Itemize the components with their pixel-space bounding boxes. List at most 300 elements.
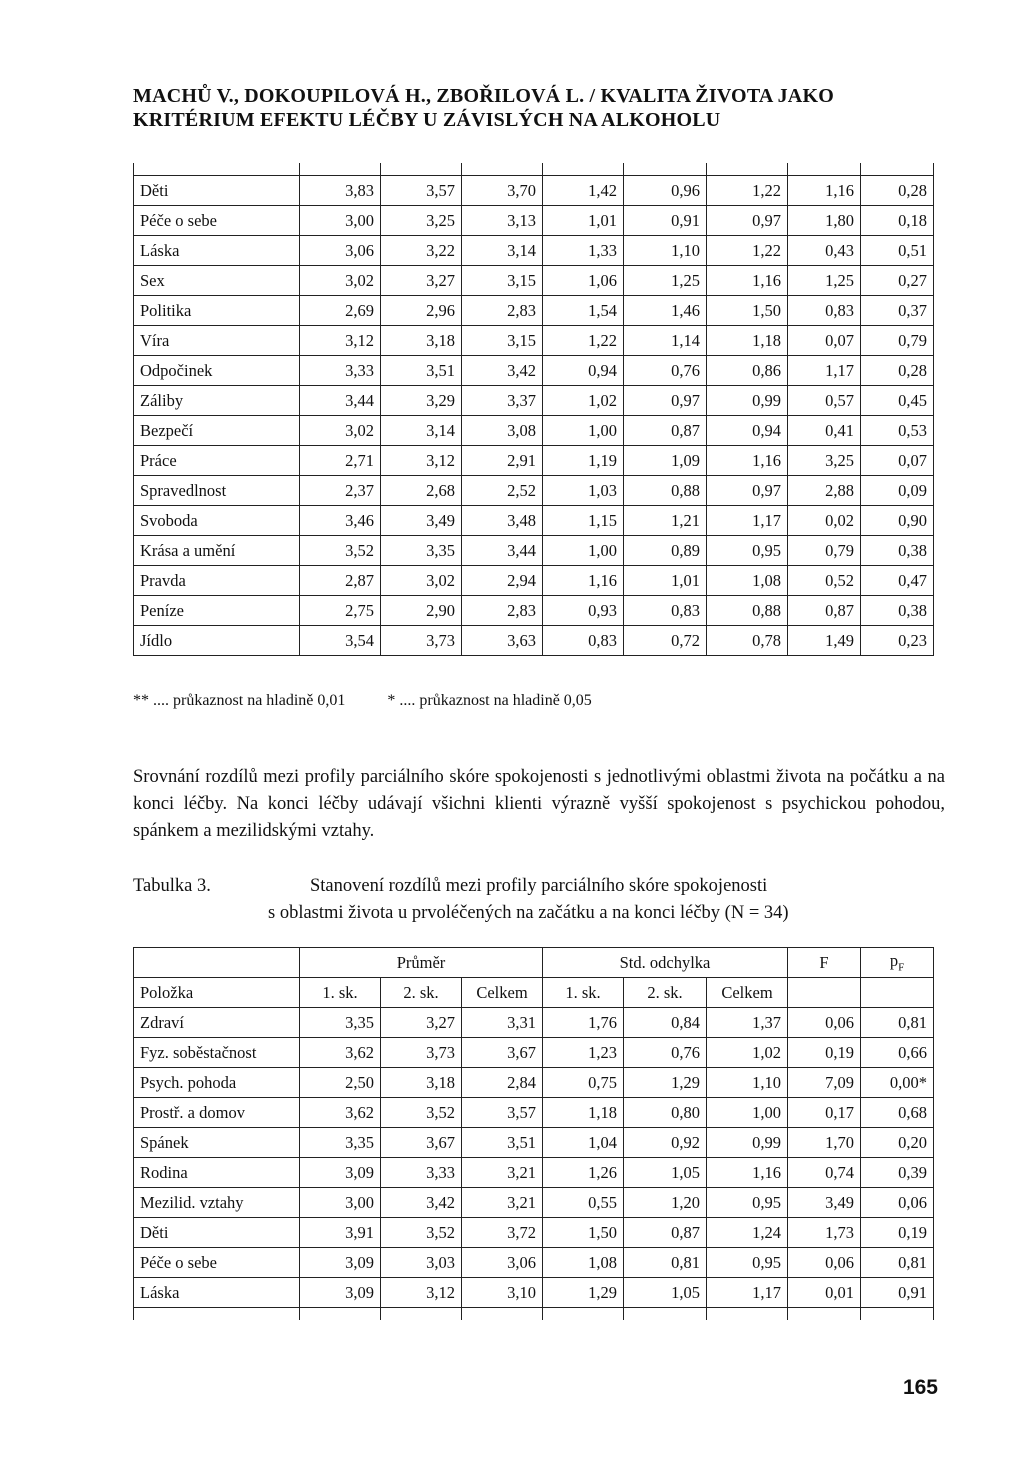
value-cell: 3,21 (462, 1158, 543, 1188)
row-label: Bezpečí (134, 416, 300, 446)
value-cell: 3,18 (381, 326, 462, 356)
table-row (134, 236, 934, 266)
stub-cell (788, 163, 861, 176)
value-cell: 3,52 (381, 1098, 462, 1128)
value-cell: 1,18 (707, 326, 788, 356)
note-001: ** .... průkaznost na hladině 0,01 (133, 692, 346, 709)
value-cell: 0,01 (788, 1278, 861, 1308)
value-cell: 0,91 (624, 206, 707, 236)
table-row (134, 1008, 934, 1038)
value-cell: 1,25 (624, 266, 707, 296)
value-cell: 3,06 (300, 236, 381, 266)
value-cell: 1,37 (707, 1008, 788, 1038)
value-cell: 2,50 (300, 1068, 381, 1098)
value-cell: 3,09 (300, 1248, 381, 1278)
header-pf-blank (861, 978, 934, 1008)
row-label: Spánek (134, 1128, 300, 1158)
value-cell: 3,42 (381, 1188, 462, 1218)
value-cell: 0,84 (624, 1008, 707, 1038)
value-cell: 0,87 (624, 1218, 707, 1248)
row-label: Jídlo (134, 626, 300, 656)
value-cell: 2,68 (381, 476, 462, 506)
value-cell: 0,23 (861, 626, 934, 656)
value-cell: 3,37 (462, 386, 543, 416)
value-cell: 0,95 (707, 1248, 788, 1278)
value-cell: 1,80 (788, 206, 861, 236)
value-cell: 0,89 (624, 536, 707, 566)
value-cell: 3,46 (300, 506, 381, 536)
value-cell: 0,20 (861, 1128, 934, 1158)
value-cell: 1,00 (543, 536, 624, 566)
value-cell: 0,39 (861, 1158, 934, 1188)
value-cell: 1,00 (707, 1098, 788, 1128)
value-cell: 1,06 (543, 266, 624, 296)
table-row (134, 536, 934, 566)
row-label: Pravda (134, 566, 300, 596)
header-f: F (788, 948, 861, 978)
stub-cell (707, 163, 788, 176)
table-caption-text (268, 873, 948, 927)
value-cell: 1,14 (624, 326, 707, 356)
empty-header-cell (134, 948, 300, 978)
value-cell: 0,97 (707, 476, 788, 506)
table-row (134, 356, 934, 386)
header-sd: Std. odchylka (543, 948, 788, 978)
value-cell: 3,08 (462, 416, 543, 446)
table-continued (133, 163, 934, 656)
value-cell: 3,21 (462, 1188, 543, 1218)
row-label: Víra (134, 326, 300, 356)
running-header (133, 84, 953, 132)
row-label: Zdraví (134, 1008, 300, 1038)
value-cell: 3,35 (300, 1008, 381, 1038)
row-label: Péče o sebe (134, 206, 300, 236)
value-cell: 0,88 (707, 596, 788, 626)
value-cell: 3,25 (788, 446, 861, 476)
stub-cell (624, 1308, 707, 1321)
value-cell: 3,67 (462, 1038, 543, 1068)
value-cell: 1,15 (543, 506, 624, 536)
value-cell: 3,67 (381, 1128, 462, 1158)
value-cell: 3,03 (381, 1248, 462, 1278)
value-cell: 1,02 (707, 1038, 788, 1068)
value-cell: 1,19 (543, 446, 624, 476)
value-cell: 2,69 (300, 296, 381, 326)
value-cell: 1,03 (543, 476, 624, 506)
body-paragraph: Srovnání rozdílů mezi profily parciálního skóre spokojenosti s jednotlivými oblastmi života na počátku a na konci léčby. Na konci léčby udávají všichni klienti výrazně vyšší spokojenost s psychickou pohodou, spánkem a mezilidskými vztahy. (133, 767, 945, 841)
value-cell: 0,90 (861, 506, 934, 536)
value-cell: 0,09 (861, 476, 934, 506)
header-g2-sd: 2. sk. (624, 978, 707, 1008)
value-cell: 3,49 (381, 506, 462, 536)
value-cell: 2,83 (462, 296, 543, 326)
value-cell: 3,57 (462, 1098, 543, 1128)
stub-cell (134, 163, 300, 176)
header-total-mean: Celkem (462, 978, 543, 1008)
row-label: Děti (134, 1218, 300, 1248)
value-cell: 3,48 (462, 506, 543, 536)
caption-line-1: Stanovení rozdílů mezi profily parciálního skóre spokojenosti (310, 876, 768, 896)
value-cell: 0,51 (861, 236, 934, 266)
value-cell: 0,07 (861, 446, 934, 476)
value-cell: 2,52 (462, 476, 543, 506)
value-cell: 1,08 (707, 566, 788, 596)
value-cell: 0,80 (624, 1098, 707, 1128)
significance-notes (133, 692, 630, 710)
row-label: Práce (134, 446, 300, 476)
row-label: Děti (134, 176, 300, 206)
value-cell: 1,05 (624, 1278, 707, 1308)
value-cell: 1,01 (543, 206, 624, 236)
value-cell: 1,23 (543, 1038, 624, 1068)
value-cell: 2,90 (381, 596, 462, 626)
value-cell: 1,10 (624, 236, 707, 266)
stub-cell (134, 1308, 300, 1321)
row-label: Politika (134, 296, 300, 326)
value-cell: 1,46 (624, 296, 707, 326)
value-cell: 0,81 (624, 1248, 707, 1278)
row-label: Spravedlnost (134, 476, 300, 506)
value-cell: 2,83 (462, 596, 543, 626)
value-cell: 1,16 (707, 266, 788, 296)
value-cell: 1,29 (543, 1278, 624, 1308)
value-cell: 1,22 (707, 176, 788, 206)
value-cell: 3,31 (462, 1008, 543, 1038)
value-cell: 3,62 (300, 1098, 381, 1128)
value-cell: 3,63 (462, 626, 543, 656)
value-cell: 0,19 (788, 1038, 861, 1068)
value-cell: 3,33 (381, 1158, 462, 1188)
value-cell: 3,52 (381, 1218, 462, 1248)
row-label: Svoboda (134, 506, 300, 536)
value-cell: 3,14 (381, 416, 462, 446)
table-bottom-stub (134, 1308, 934, 1321)
value-cell: 2,96 (381, 296, 462, 326)
value-cell: 3,73 (381, 1038, 462, 1068)
value-cell: 0,81 (861, 1008, 934, 1038)
value-cell: 0,95 (707, 536, 788, 566)
value-cell: 0,99 (707, 1128, 788, 1158)
table-row (134, 1098, 934, 1128)
value-cell: 0,83 (788, 296, 861, 326)
value-cell: 3,09 (300, 1158, 381, 1188)
value-cell: 1,29 (624, 1068, 707, 1098)
table-row (134, 566, 934, 596)
value-cell: 0,96 (624, 176, 707, 206)
value-cell: 0,92 (624, 1128, 707, 1158)
row-label: Peníze (134, 596, 300, 626)
value-cell: 3,72 (462, 1218, 543, 1248)
table-caption-label: Tabulka 3. (133, 876, 211, 896)
value-cell: 0,86 (707, 356, 788, 386)
value-cell: 0,28 (861, 356, 934, 386)
stub-cell (624, 163, 707, 176)
value-cell: 3,42 (462, 356, 543, 386)
table-top-stub (134, 163, 934, 176)
value-cell: 0,28 (861, 176, 934, 206)
value-cell: 1,00 (543, 416, 624, 446)
row-label: Prostř. a domov (134, 1098, 300, 1128)
value-cell: 1,16 (707, 1158, 788, 1188)
value-cell: 0,47 (861, 566, 934, 596)
value-cell: 3,73 (381, 626, 462, 656)
value-cell: 0,57 (788, 386, 861, 416)
value-cell: 0,02 (788, 506, 861, 536)
value-cell: 1,04 (543, 1128, 624, 1158)
value-cell: 3,57 (381, 176, 462, 206)
stub-cell (381, 1308, 462, 1321)
value-cell: 1,01 (624, 566, 707, 596)
row-label: Krása a umění (134, 536, 300, 566)
stub-cell (543, 163, 624, 176)
value-cell: 2,71 (300, 446, 381, 476)
row-label: Mezilid. vztahy (134, 1188, 300, 1218)
value-cell: 0,99 (707, 386, 788, 416)
stub-cell (462, 163, 543, 176)
header-mean: Průměr (300, 948, 543, 978)
value-cell: 3,14 (462, 236, 543, 266)
value-cell: 1,54 (543, 296, 624, 326)
value-cell: 0,78 (707, 626, 788, 656)
page-number: 165 (902, 1376, 938, 1399)
value-cell: 3,91 (300, 1218, 381, 1248)
value-cell: 0,38 (861, 536, 934, 566)
table-row (134, 446, 934, 476)
value-cell: 0,97 (707, 206, 788, 236)
value-cell: 0,93 (543, 596, 624, 626)
value-cell: 0,00* (861, 1068, 934, 1098)
group-header-row (134, 948, 934, 978)
value-cell: 3,52 (300, 536, 381, 566)
value-cell: 0,76 (624, 356, 707, 386)
value-cell: 1,70 (788, 1128, 861, 1158)
stub-cell (707, 1308, 788, 1321)
value-cell: 0,87 (624, 416, 707, 446)
value-cell: 0,06 (788, 1008, 861, 1038)
stub-cell (861, 163, 934, 176)
table-row (134, 386, 934, 416)
value-cell: 0,66 (861, 1038, 934, 1068)
value-cell: 3,00 (300, 206, 381, 236)
value-cell: 0,18 (861, 206, 934, 236)
table-row (134, 176, 934, 206)
sub-header-row (134, 978, 934, 1008)
row-label: Péče o sebe (134, 1248, 300, 1278)
stub-cell (543, 1308, 624, 1321)
value-cell: 0,52 (788, 566, 861, 596)
value-cell: 3,15 (462, 326, 543, 356)
value-cell: 3,00 (300, 1188, 381, 1218)
value-cell: 0,74 (788, 1158, 861, 1188)
value-cell: 0,19 (861, 1218, 934, 1248)
value-cell: 1,02 (543, 386, 624, 416)
value-cell: 3,25 (381, 206, 462, 236)
value-cell: 1,42 (543, 176, 624, 206)
table-row (134, 1188, 934, 1218)
value-cell: 3,09 (300, 1278, 381, 1308)
header-line-1: MACHŮ V., DOKOUPILOVÁ H., ZBOŘILOVÁ L. / KVALITA ŽIVOTA JAKO (133, 85, 834, 107)
value-cell: 0,79 (788, 536, 861, 566)
value-cell: 0,72 (624, 626, 707, 656)
table-row (134, 626, 934, 656)
value-cell: 0,55 (543, 1188, 624, 1218)
table-row (134, 206, 934, 236)
value-cell: 1,20 (624, 1188, 707, 1218)
value-cell: 3,15 (462, 266, 543, 296)
value-cell: 1,50 (707, 296, 788, 326)
value-cell: 3,83 (300, 176, 381, 206)
row-label: Láska (134, 236, 300, 266)
value-cell: 0,07 (788, 326, 861, 356)
value-cell: 0,41 (788, 416, 861, 446)
value-cell: 3,51 (381, 356, 462, 386)
value-cell: 0,79 (861, 326, 934, 356)
value-cell: 1,25 (788, 266, 861, 296)
value-cell: 3,70 (462, 176, 543, 206)
stub-cell (462, 1308, 543, 1321)
stub-cell (300, 163, 381, 176)
table-row (134, 1218, 934, 1248)
value-cell: 1,16 (707, 446, 788, 476)
table-row (134, 1068, 934, 1098)
value-cell: 3,27 (381, 1008, 462, 1038)
value-cell: 0,43 (788, 236, 861, 266)
value-cell: 0,83 (543, 626, 624, 656)
table-row (134, 506, 934, 536)
value-cell: 2,37 (300, 476, 381, 506)
value-cell: 3,29 (381, 386, 462, 416)
value-cell: 0,81 (861, 1248, 934, 1278)
value-cell: 3,12 (381, 446, 462, 476)
value-cell: 0,06 (861, 1188, 934, 1218)
value-cell: 3,06 (462, 1248, 543, 1278)
value-cell: 0,38 (861, 596, 934, 626)
row-label: Psych. pohoda (134, 1068, 300, 1098)
value-cell: 0,87 (788, 596, 861, 626)
header-g2-mean: 2. sk. (381, 978, 462, 1008)
table-row (134, 1278, 934, 1308)
value-cell: 3,44 (462, 536, 543, 566)
value-cell: 0,91 (861, 1278, 934, 1308)
caption-line-2: s oblastmi života u prvoléčených na začátku a na konci léčby (N = 34) (268, 903, 789, 923)
header-g1-sd: 1. sk. (543, 978, 624, 1008)
table-row (134, 1128, 934, 1158)
value-cell: 3,35 (381, 536, 462, 566)
value-cell: 0,83 (624, 596, 707, 626)
value-cell: 7,09 (788, 1068, 861, 1098)
note-005: * .... průkaznost na hladině 0,05 (387, 692, 592, 709)
value-cell: 1,76 (543, 1008, 624, 1038)
stub-cell (381, 163, 462, 176)
header-line-2: KRITÉRIUM EFEKTU LÉČBY U ZÁVISLÝCH NA ALKOHOLU (133, 109, 721, 131)
table-row (134, 1248, 934, 1278)
value-cell: 3,02 (381, 566, 462, 596)
table-row (134, 1038, 934, 1068)
row-label: Odpočinek (134, 356, 300, 386)
value-cell: 0,94 (543, 356, 624, 386)
value-cell: 1,24 (707, 1218, 788, 1248)
table-row (134, 476, 934, 506)
value-cell: 0,76 (624, 1038, 707, 1068)
row-label: Láska (134, 1278, 300, 1308)
value-cell: 0,75 (543, 1068, 624, 1098)
value-cell: 3,27 (381, 266, 462, 296)
value-cell: 3,18 (381, 1068, 462, 1098)
header-g1-mean: 1. sk. (300, 978, 381, 1008)
value-cell: 0,17 (788, 1098, 861, 1128)
value-cell: 1,18 (543, 1098, 624, 1128)
value-cell: 1,21 (624, 506, 707, 536)
value-cell: 1,17 (707, 506, 788, 536)
value-cell: 3,12 (381, 1278, 462, 1308)
header-total-sd: Celkem (707, 978, 788, 1008)
value-cell: 3,33 (300, 356, 381, 386)
row-label: Fyz. soběstačnost (134, 1038, 300, 1068)
value-cell: 1,16 (543, 566, 624, 596)
table-3 (133, 947, 934, 1320)
value-cell: 3,35 (300, 1128, 381, 1158)
value-cell: 0,06 (788, 1248, 861, 1278)
header-f-blank (788, 978, 861, 1008)
table-row (134, 326, 934, 356)
value-cell: 3,13 (462, 206, 543, 236)
value-cell: 1,17 (788, 356, 861, 386)
value-cell: 3,22 (381, 236, 462, 266)
value-cell: 1,49 (788, 626, 861, 656)
table-row (134, 266, 934, 296)
value-cell: 0,95 (707, 1188, 788, 1218)
stub-cell (300, 1308, 381, 1321)
value-cell: 0,88 (624, 476, 707, 506)
value-cell: 0,53 (861, 416, 934, 446)
value-cell: 3,51 (462, 1128, 543, 1158)
value-cell: 1,73 (788, 1218, 861, 1248)
value-cell: 1,22 (543, 326, 624, 356)
value-cell: 0,27 (861, 266, 934, 296)
value-cell: 3,44 (300, 386, 381, 416)
value-cell: 1,05 (624, 1158, 707, 1188)
value-cell: 1,22 (707, 236, 788, 266)
value-cell: 0,45 (861, 386, 934, 416)
stub-cell (861, 1308, 934, 1321)
value-cell: 0,68 (861, 1098, 934, 1128)
value-cell: 3,02 (300, 416, 381, 446)
value-cell: 2,91 (462, 446, 543, 476)
row-label: Rodina (134, 1158, 300, 1188)
value-cell: 1,33 (543, 236, 624, 266)
value-cell: 2,75 (300, 596, 381, 626)
value-cell: 0,37 (861, 296, 934, 326)
value-cell: 1,17 (707, 1278, 788, 1308)
value-cell: 0,97 (624, 386, 707, 416)
row-label: Záliby (134, 386, 300, 416)
value-cell: 3,12 (300, 326, 381, 356)
value-cell: 3,62 (300, 1038, 381, 1068)
table-row (134, 596, 934, 626)
value-cell: 3,02 (300, 266, 381, 296)
table-row (134, 416, 934, 446)
value-cell: 1,16 (788, 176, 861, 206)
value-cell: 1,26 (543, 1158, 624, 1188)
header-item: Položka (134, 978, 300, 1008)
table-row (134, 296, 934, 326)
value-cell: 1,09 (624, 446, 707, 476)
table-row (134, 1158, 934, 1188)
value-cell: 2,88 (788, 476, 861, 506)
value-cell: 2,84 (462, 1068, 543, 1098)
value-cell: 2,87 (300, 566, 381, 596)
value-cell: 3,10 (462, 1278, 543, 1308)
